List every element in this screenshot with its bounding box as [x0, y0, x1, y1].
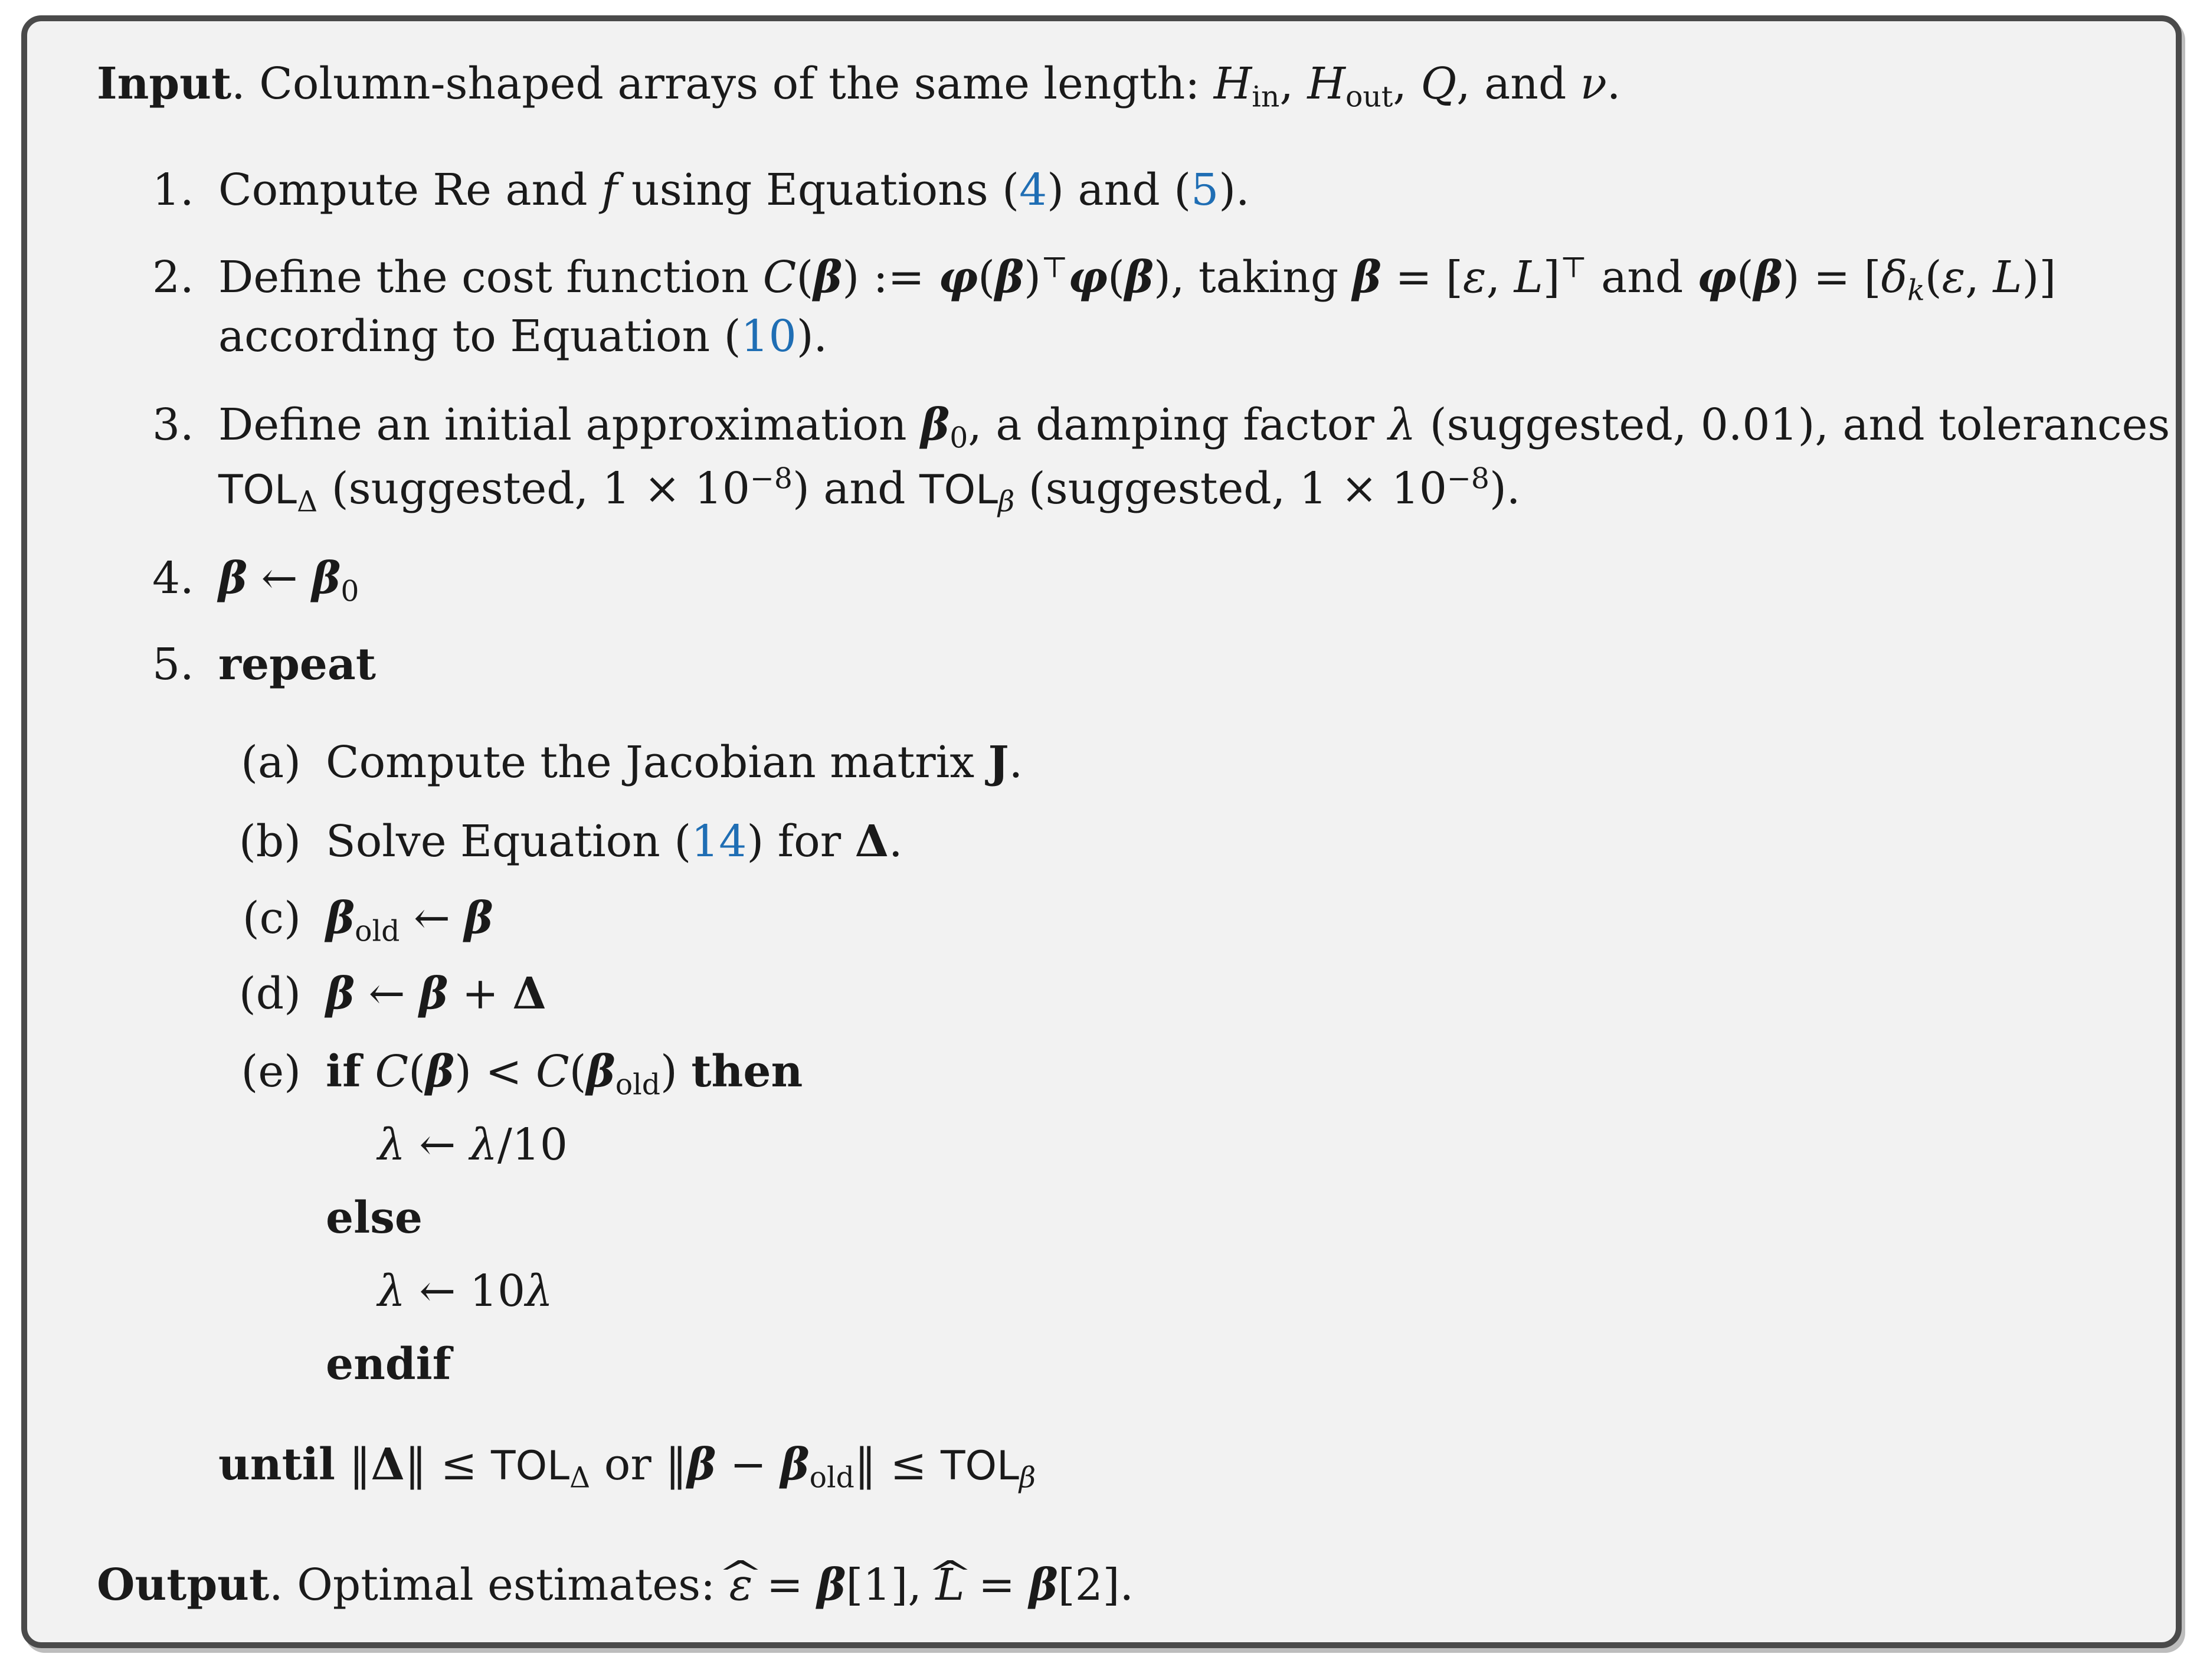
substep-label: (c) — [242, 893, 301, 944]
equation-ref-10[interactable]: 10 — [741, 311, 797, 362]
equation-ref-14[interactable]: 14 — [691, 816, 747, 867]
output-text: Optimal estimates: — [297, 1560, 716, 1610]
else-keyword: else — [326, 1193, 423, 1243]
step-number: 5. — [152, 639, 194, 690]
input-text: Column-shaped arrays of the same length: — [259, 58, 1200, 109]
repeat-keyword: repeat — [218, 639, 376, 690]
substep-label: (a) — [241, 737, 301, 788]
input-line: Input. Column-shaped arrays of the same length: $H_{in}$, $H_{out}$, Q, and ν. — [97, 58, 1621, 114]
step-number: 4. — [152, 553, 194, 604]
substep-label: (e) — [241, 1046, 301, 1097]
step-number: 2. — [152, 252, 194, 303]
substep-label: (b) — [238, 816, 301, 867]
step-number: 3. — [152, 399, 194, 450]
output-line: Output. Optimal estimates: ^ ε = β[1], ^ L = β[2]. — [97, 1558, 1134, 1612]
until-line: until ‖Δ‖ ≤ $TOL_\Delta$ or ‖β − $\beta_{old}‖ \le TOL_\beta$ — [218, 1439, 1036, 1495]
endif-keyword: endif — [326, 1339, 451, 1390]
equation-ref-4[interactable]: 4 — [1019, 165, 1047, 215]
then-statement: λ ← λ/10 — [378, 1119, 568, 1170]
substep-label: (d) — [238, 968, 301, 1019]
step-number: 1. — [152, 165, 194, 215]
else-statement: λ ← 10λ — [378, 1266, 554, 1317]
step-3-continuation: $TOL_\Delta$ (suggested, $1 \times 10^{-8}$) and $TOL_\beta$ (suggested, $1 \times 10^{-8}$). — [218, 461, 1521, 519]
output-heading: Output — [97, 1560, 270, 1610]
input-heading: Input — [97, 58, 232, 109]
equation-ref-5[interactable]: 5 — [1191, 165, 1219, 215]
step-2-continuation: according to Equation (10). — [218, 311, 828, 362]
